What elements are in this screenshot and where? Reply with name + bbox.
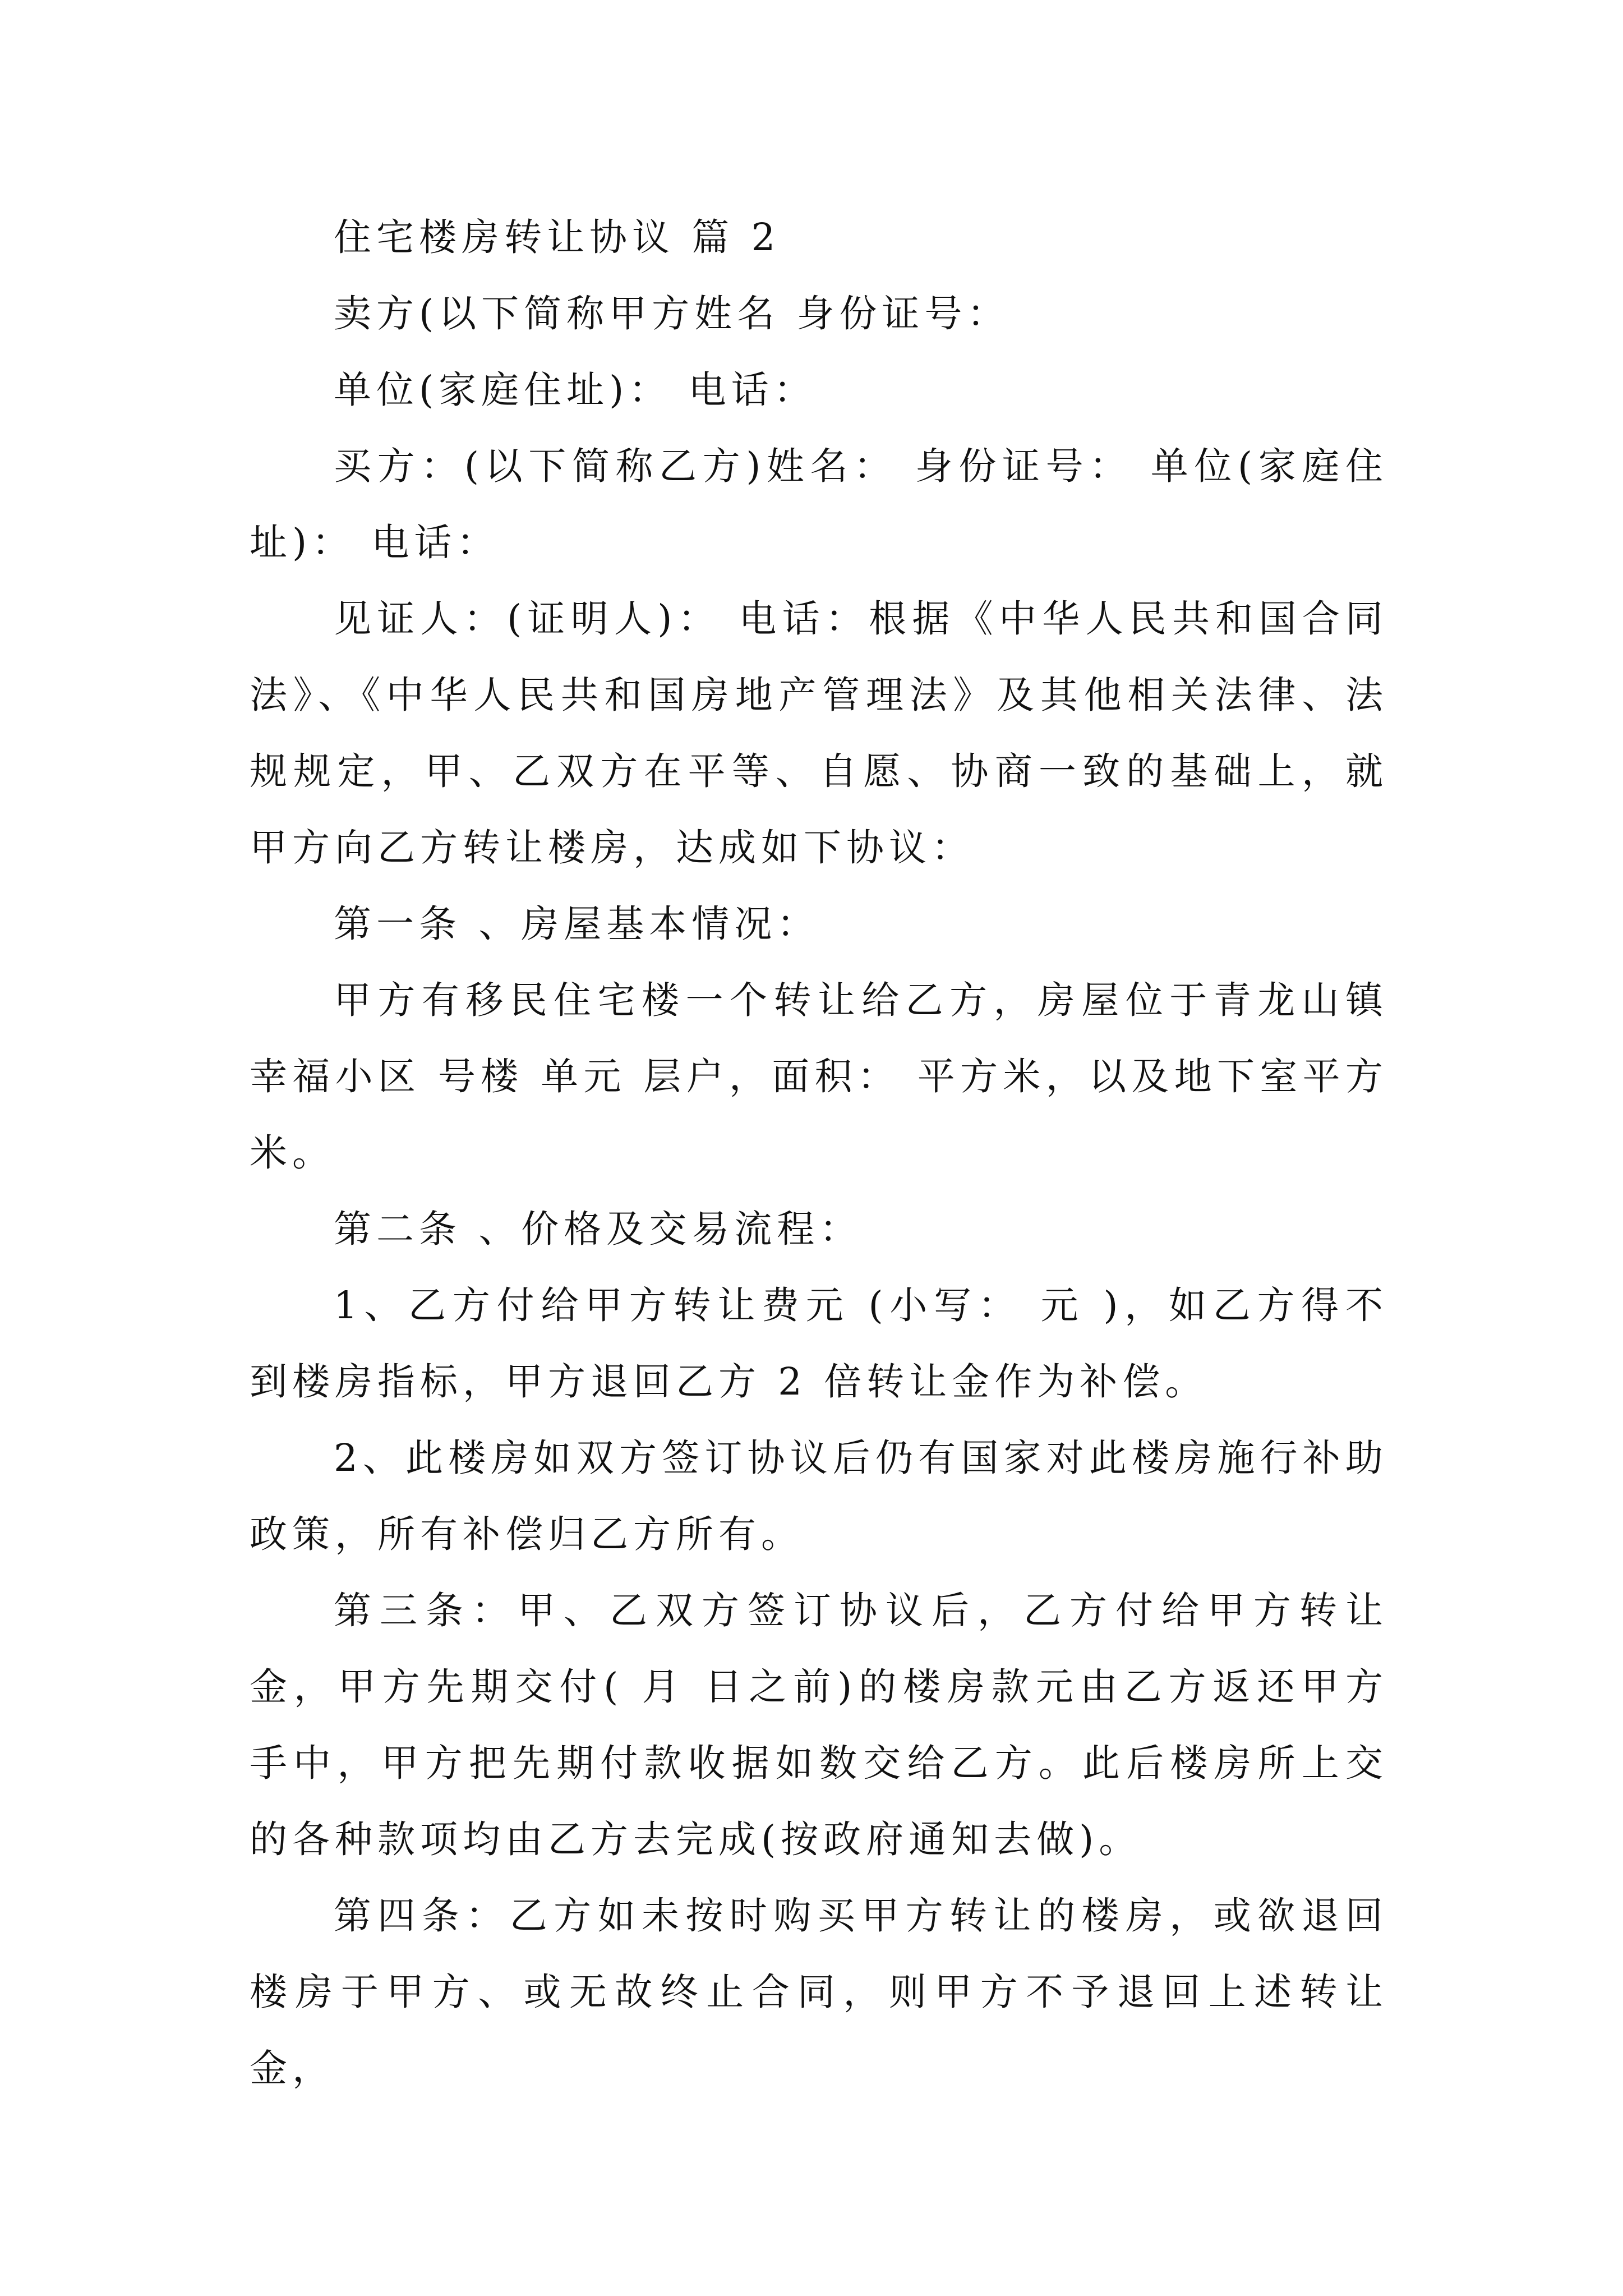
seller-address-paragraph: 单位(家庭住址)： 电话：: [334, 368, 817, 412]
article-2-clause-2: 2、此楼房如双方签订协议后仍有国家对此楼房施行补助政策，所有补偿归乙方所有。: [250, 1436, 1388, 1556]
buyer-info-paragraph: 买方：(以下简称乙方)姓名： 身份证号： 单位(家庭住址)： 电话：: [250, 444, 1388, 564]
document-body: [250, 199, 1388, 2106]
article-1-body: 甲方有移民住宅楼一个转让给乙方，房屋位于青龙山镇幸福小区 号楼 单元 层户，面积： 平方米，以及地下室平方米。: [250, 978, 1388, 1175]
article-4-paragraph: 第四条：乙方如未按时购买甲方转让的楼房，或欲退回楼房于甲方、或无故终止合同，则甲方不予退回上述转让金，: [250, 1894, 1388, 2090]
article-2-heading: 第二条 、价格及交易流程：: [334, 1207, 863, 1251]
witness-preamble-paragraph: 见证人：(证明人)： 电话：根据《中华人民共和国合同法》、《中华人民共和国房地产管理法》及其他相关法律、法规规定，甲、乙双方在平等、自愿、协商一致的基础上，就甲方向乙方转让楼房，达成如下协议：: [250, 597, 1388, 869]
article-1-heading: 第一条 、房屋基本情况：: [334, 902, 820, 946]
article-2-clause-1: 1、乙方付给甲方转让费元 (小写： 元 )，如乙方得不到楼房指标，甲方退回乙方 2 倍转让金作为补偿。: [250, 1283, 1388, 1404]
article-3-paragraph: 第三条：甲、乙双方签订协议后，乙方付给甲方转让金，甲方先期交付( 月 日之前)的楼房款元由乙方返还甲方手中，甲方把先期付款收据如数交给乙方。此后楼房所上交的各种款项均由乙方去完成(按政府通知去做)。: [250, 1589, 1388, 1861]
document-title: 住宅楼房转让协议 篇 2: [334, 215, 781, 259]
seller-info-paragraph: 卖方(以下简称甲方姓名 身份证号：: [334, 292, 1010, 335]
